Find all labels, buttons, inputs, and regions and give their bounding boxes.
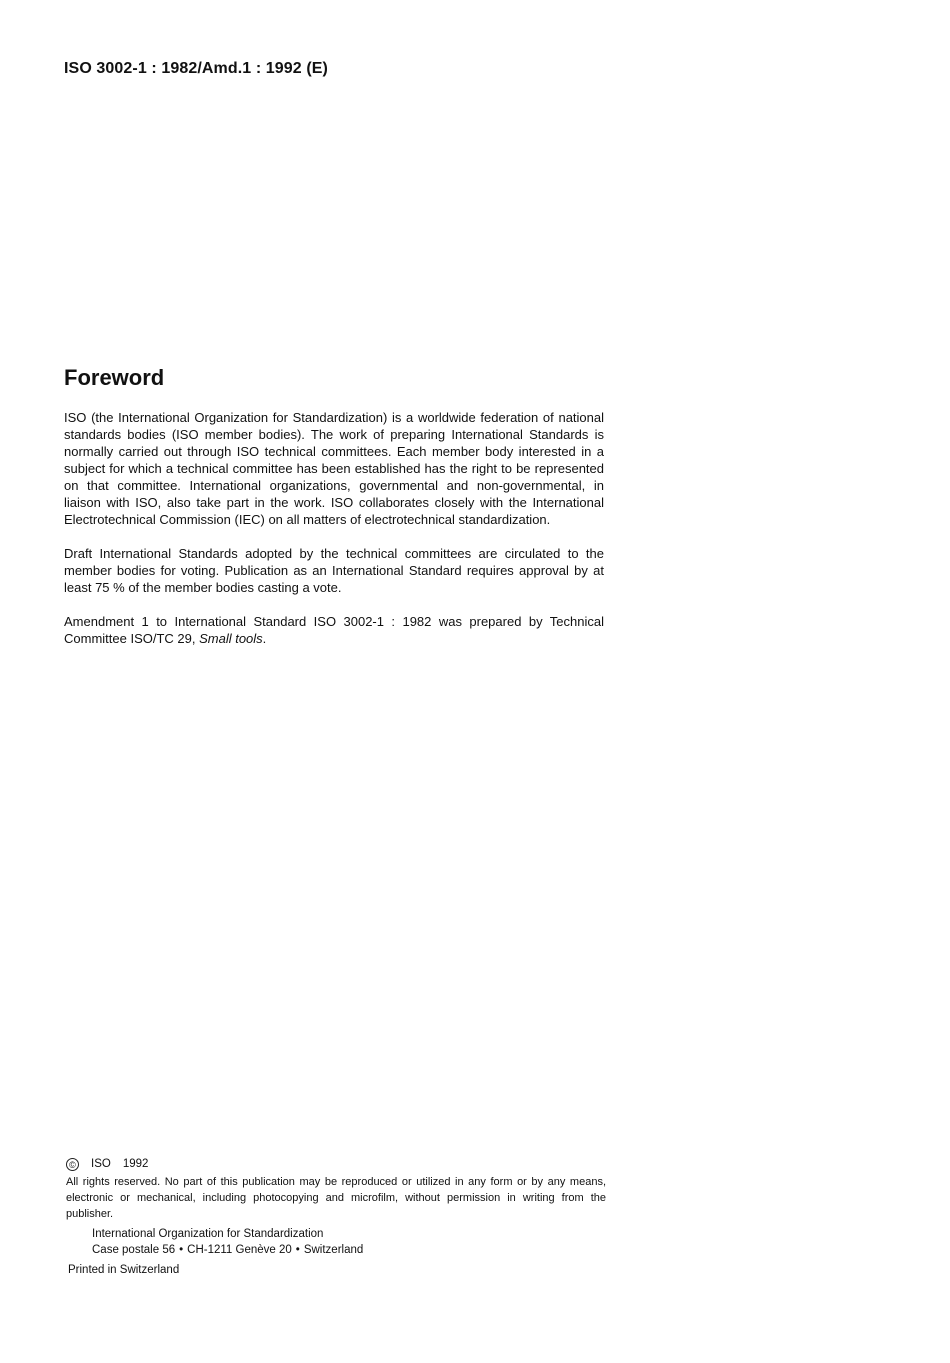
foreword-paragraph-2: Draft International Standards adopted by the technical committees are circulated to the member bodies for voting. Publication as an International Standard requires approval by at least 75 % of the member bodies casting a vote. [64, 546, 604, 595]
address-country: Switzerland [303, 1244, 364, 1256]
copyright-line [66, 1156, 606, 1172]
copyright-icon: © [66, 1158, 79, 1171]
foreword-section [64, 364, 604, 664]
foreword-paragraph-1: ISO (the International Organization for Standardization) is a worldwide federation of national standards bodies (ISO member bodies). The work of preparing International Standards is normally carried out through ISO technical committees. Each member body interested in a subject for which a technical committee has been established has the right to be represented on that committee. International organizations, governmental and non-governmental, in liaison with ISO, also take part in the work. ISO collaborates closely with the International Electrotechnical Commission (IEC) on all matters of electrotechnical standardization. [64, 410, 604, 527]
address-city: CH-1211 Genève 20 [187, 1244, 292, 1256]
copyright-owner: ISO [91, 1158, 111, 1170]
copyright-year: 1992 [122, 1158, 149, 1170]
rights-statement: All rights reserved. No part of this publication may be reproduced or utilized in any form or by any means, electronic or mechanical, including photocopying and microfilm, without permission in writing from the publisher. [66, 1176, 606, 1220]
foreword-paragraph-3 [64, 613, 604, 647]
publisher-postal-address [92, 1242, 606, 1258]
address-case-postale: Case postale 56 [92, 1244, 176, 1256]
copyright-block [66, 1156, 606, 1278]
paragraph-3-end: . [262, 631, 267, 646]
bullet-icon: • [295, 1244, 300, 1256]
foreword-title: Foreword [64, 365, 165, 390]
publisher-address [92, 1226, 606, 1258]
committee-title: Small tools [199, 631, 263, 646]
document-designation: ISO 3002-1 : 1982/Amd.1 : 1992 (E) [64, 60, 328, 77]
publisher-organization: International Organization for Standardization [92, 1228, 324, 1240]
paragraph-3-text: Amendment 1 to International Standard ISO 3002-1 : 1982 was prepared by Technical Committee ISO/TC 29, [64, 614, 604, 646]
bullet-icon: • [179, 1244, 184, 1256]
printed-in: Printed in Switzerland [68, 1264, 180, 1276]
